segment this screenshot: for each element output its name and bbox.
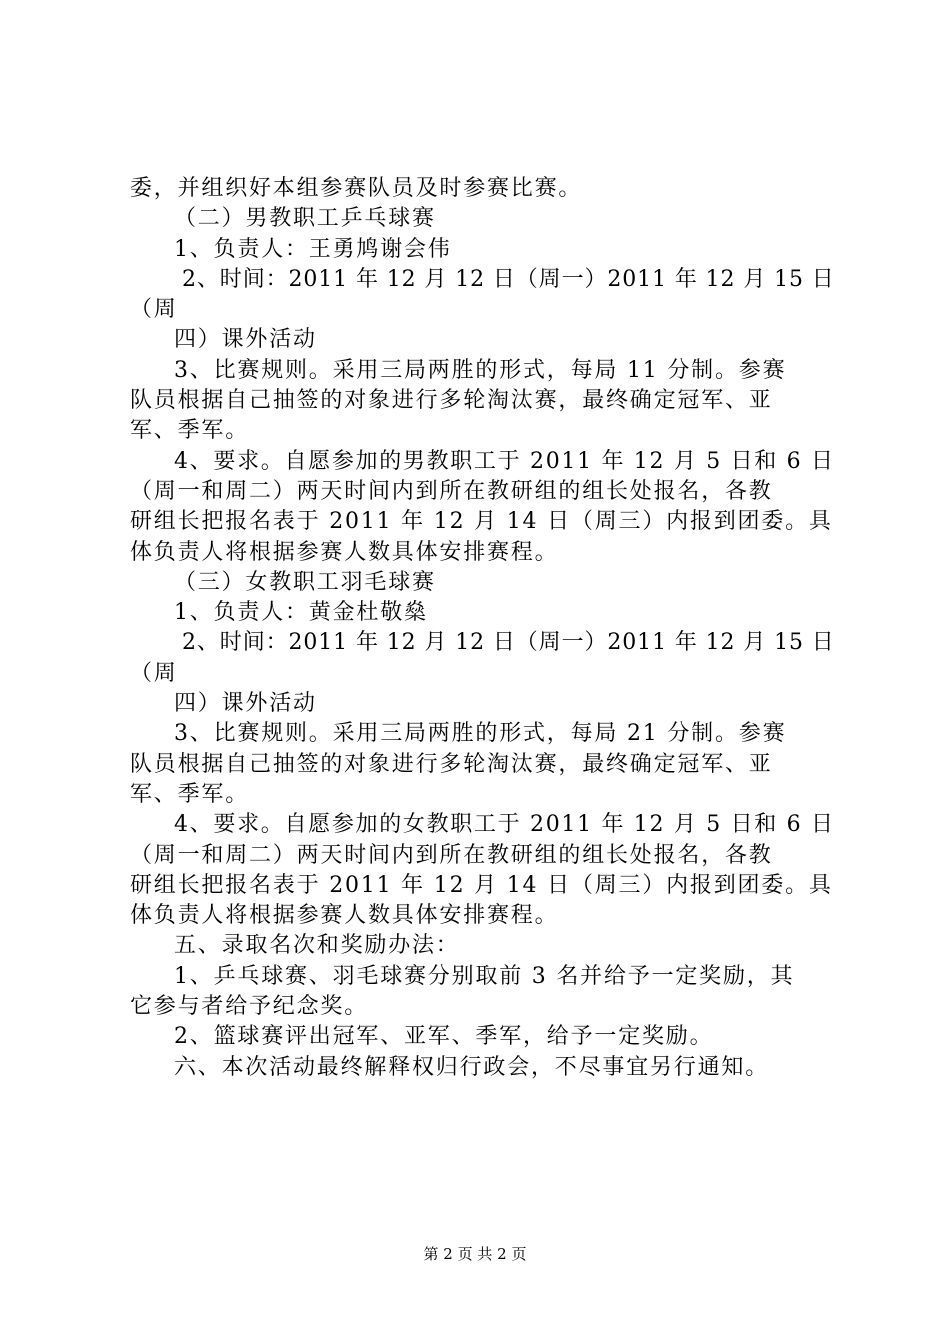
text-line: 4、要求。自愿参加的女教职工于 2011 年 12 月 5 日和 6 日	[174, 812, 835, 838]
text-line: 1、乒乓球赛、羽毛球赛分别取前 3 名并给予一定奖励，其	[174, 963, 795, 989]
text-line: 3、比赛规则。采用三局两胜的形式，每局 21 分制。参赛	[174, 721, 787, 747]
text-line: 队员根据自己抽签的对象进行多轮淘汰赛，最终确定冠军、亚	[130, 388, 773, 414]
text-line: 2、篮球赛评出冠军、亚军、季军，给予一定奖励。	[174, 1024, 714, 1050]
text-line: 4、要求。自愿参加的男教职工于 2011 年 12 月 5 日和 6 日	[174, 448, 835, 474]
text-line: 四）课外活动	[174, 327, 317, 353]
text-line: 军、季军。	[130, 418, 250, 444]
text-line: （周一和周二）两天时间内到所在教研组的组长处报名，各教	[130, 842, 773, 868]
section-heading: 六、本次活动最终解释权归行政会，不尽事宜另行通知。	[174, 1054, 770, 1080]
text-line: 军、季军。	[130, 781, 250, 807]
text-line: 1、负责人：黄金杜敬燊	[174, 600, 428, 626]
text-line: 2、时间：2011 年 12 月 12 日（周一）2011 年 12 月 15 日	[182, 630, 835, 656]
text-line: （周	[130, 297, 178, 323]
text-line: （周	[130, 660, 178, 686]
text-line: 3、比赛规则。采用三局两胜的形式，每局 11 分制。参赛	[174, 357, 787, 383]
text-line: 四）课外活动	[174, 691, 317, 717]
text-line: 研组长把报名表于 2011 年 12 月 14 日（周三）内报到团委。具	[130, 872, 833, 898]
text-line: 体负责人将根据参赛人数具体安排赛程。	[130, 539, 559, 565]
section-heading: （三）女教职工羽毛球赛	[174, 569, 436, 595]
document-body	[130, 174, 835, 1083]
text-line: 研组长把报名表于 2011 年 12 月 14 日（周三）内报到团委。具	[130, 509, 833, 535]
text-line: 委，并组织好本组参赛队员及时参赛比赛。	[130, 176, 583, 201]
section-heading: （二）男教职工乒乓球赛	[174, 206, 436, 232]
page-footer: 第 2 页 共 2 页	[423, 1245, 527, 1263]
text-line: 2、时间：2011 年 12 月 12 日（周一）2011 年 12 月 15 日	[182, 266, 835, 292]
section-heading: 五、录取名次和奖励办法：	[174, 933, 460, 959]
text-line: 队员根据自己抽签的对象进行多轮淘汰赛，最终确定冠军、亚	[130, 751, 773, 777]
text-line: （周一和周二）两天时间内到所在教研组的组长处报名，各教	[130, 478, 773, 504]
text-line: 1、负责人：王勇鸠谢会伟	[174, 236, 452, 262]
text-line: 体负责人将根据参赛人数具体安排赛程。	[130, 903, 559, 929]
text-line: 它参与者给予纪念奖。	[130, 994, 369, 1020]
